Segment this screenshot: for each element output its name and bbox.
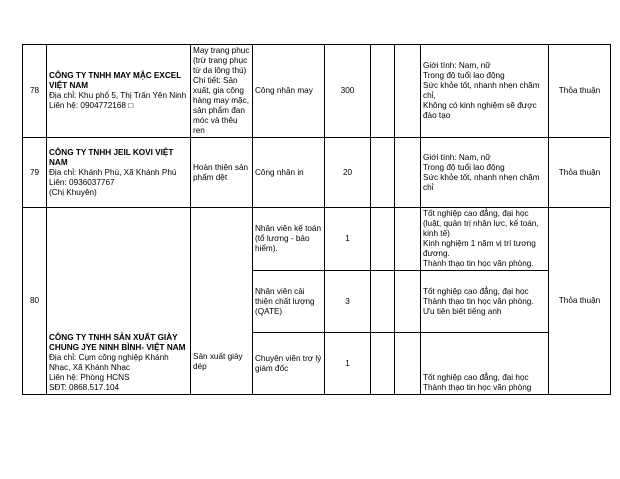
quantity-cell: 1 <box>325 333 371 395</box>
requirement-line: Trong độ tuổi lao động <box>423 71 505 80</box>
requirement-line: Trong độ tuổi lao động <box>423 162 505 172</box>
row-index: 78 <box>23 45 47 138</box>
company-name: CÔNG TY TNHH MAY MẶC EXCEL VIỆT NAM <box>49 71 182 90</box>
requirements-cell <box>421 333 549 395</box>
salary-cell: Thỏa thuận <box>549 45 611 138</box>
company-cell <box>47 138 191 208</box>
empty-cell <box>371 138 395 208</box>
requirement-line: Thành thạo tin học văn phòng. <box>423 296 534 306</box>
table-row <box>23 45 611 138</box>
table-row <box>23 208 611 271</box>
salary-cell: Thỏa thuận <box>549 208 611 395</box>
company-address: Địa chỉ: Khu phố 5, Thị Trấn Yên Ninh <box>49 91 187 100</box>
empty-cell <box>395 45 421 138</box>
company-cell <box>47 208 191 395</box>
requirement-line: Ưu tiên biết tiếng anh <box>423 306 502 316</box>
requirements-cell <box>421 208 549 271</box>
salary-cell: Thỏa thuận <box>549 138 611 208</box>
company-phone: SĐT: 0868.517.104 <box>49 383 120 392</box>
requirement-line: Giới tính: Nam, nữ <box>423 152 491 162</box>
row-index: 79 <box>23 138 47 208</box>
requirement-line: Thành thạo tin học văn phòng. <box>423 259 534 268</box>
empty-cell <box>371 333 395 395</box>
company-contact-person: (Chị Khuyên) <box>49 187 97 197</box>
quantity-cell: 20 <box>325 138 371 208</box>
requirements-cell <box>421 271 549 333</box>
quantity-cell: 1 <box>325 208 371 271</box>
industry-cell: Sản xuất giày dép <box>191 208 253 395</box>
requirement-line: Tốt nghiệp cao đẳng, đại học (luật, quản trị nhân lực, kế toán, kinh tế) <box>423 209 539 238</box>
requirement-line: Giới tính: Nam, nữ <box>423 61 491 70</box>
requirement-line: Sức khỏe tốt, nhanh nhẹn chăm chỉ <box>423 172 540 192</box>
position-cell: Công nhân may <box>253 45 325 138</box>
empty-cell <box>395 271 421 333</box>
table-row <box>23 138 611 208</box>
requirements-cell <box>421 138 549 208</box>
industry-cell: Hoàn thiện sản phẩm dệt <box>191 138 253 208</box>
position-cell: Nhân viên kế toán (tổ lương - bảo hiểm). <box>253 208 325 271</box>
company-contact: Liên hệ: Phòng HCNS <box>49 373 130 382</box>
company-name: CÔNG TY TNHH SẢN XUẤT GIÀY CHUNG JYE NINH BÌNH- VIỆT NAM <box>49 333 186 352</box>
empty-cell <box>371 271 395 333</box>
requirement-line: Không có kinh nghiệm sẽ được đào tạo <box>423 101 537 120</box>
empty-cell <box>395 333 421 395</box>
row-index: 80 <box>23 208 47 395</box>
company-contact: Liên hệ: 0904772168 □ <box>49 101 134 110</box>
requirement-line: Sức khỏe tốt, nhanh nhẹn chăm chỉ, <box>423 81 540 100</box>
quantity-cell: 300 <box>325 45 371 138</box>
company-contact: Liên: 0936037767 <box>49 177 115 187</box>
industry-cell: May trang phục (trừ trang phục từ da lông thú) Chi tiết: Sản xuất, gia công hàng may mặc, sản phẩm đan móc và thêu ren <box>191 45 253 138</box>
requirement-line: Kinh nghiệm 1 năm vị trí tương đương. <box>423 239 536 258</box>
requirement-line: Tốt nghiệp cao đẳng, đại học <box>423 373 529 382</box>
requirement-line: Thành thạo tin học văn phòng <box>423 383 532 392</box>
position-cell: Nhân viên cải thiện chất lượng (QATE) <box>253 271 325 333</box>
requirement-line: Tốt nghiệp cao đẳng, đại học <box>423 286 529 296</box>
position-cell: Công nhân in <box>253 138 325 208</box>
position-cell: Chuyên viên trợ lý giám đốc <box>253 333 325 395</box>
company-address: Địa chỉ: Cụm công nghiệp Khánh Nhạc, Xã Khánh Nhạc <box>49 353 169 372</box>
empty-cell <box>371 208 395 271</box>
company-cell <box>47 45 191 138</box>
empty-cell <box>395 138 421 208</box>
empty-cell <box>371 45 395 138</box>
company-name: CÔNG TY TNHH JEIL KOVI VIỆT NAM <box>49 147 174 167</box>
company-address: Địa chỉ: Khánh Phú, Xã Khánh Phú <box>49 167 177 177</box>
quantity-cell: 3 <box>325 271 371 333</box>
job-listing-table <box>22 44 611 395</box>
empty-cell <box>395 208 421 271</box>
requirements-cell <box>421 45 549 138</box>
